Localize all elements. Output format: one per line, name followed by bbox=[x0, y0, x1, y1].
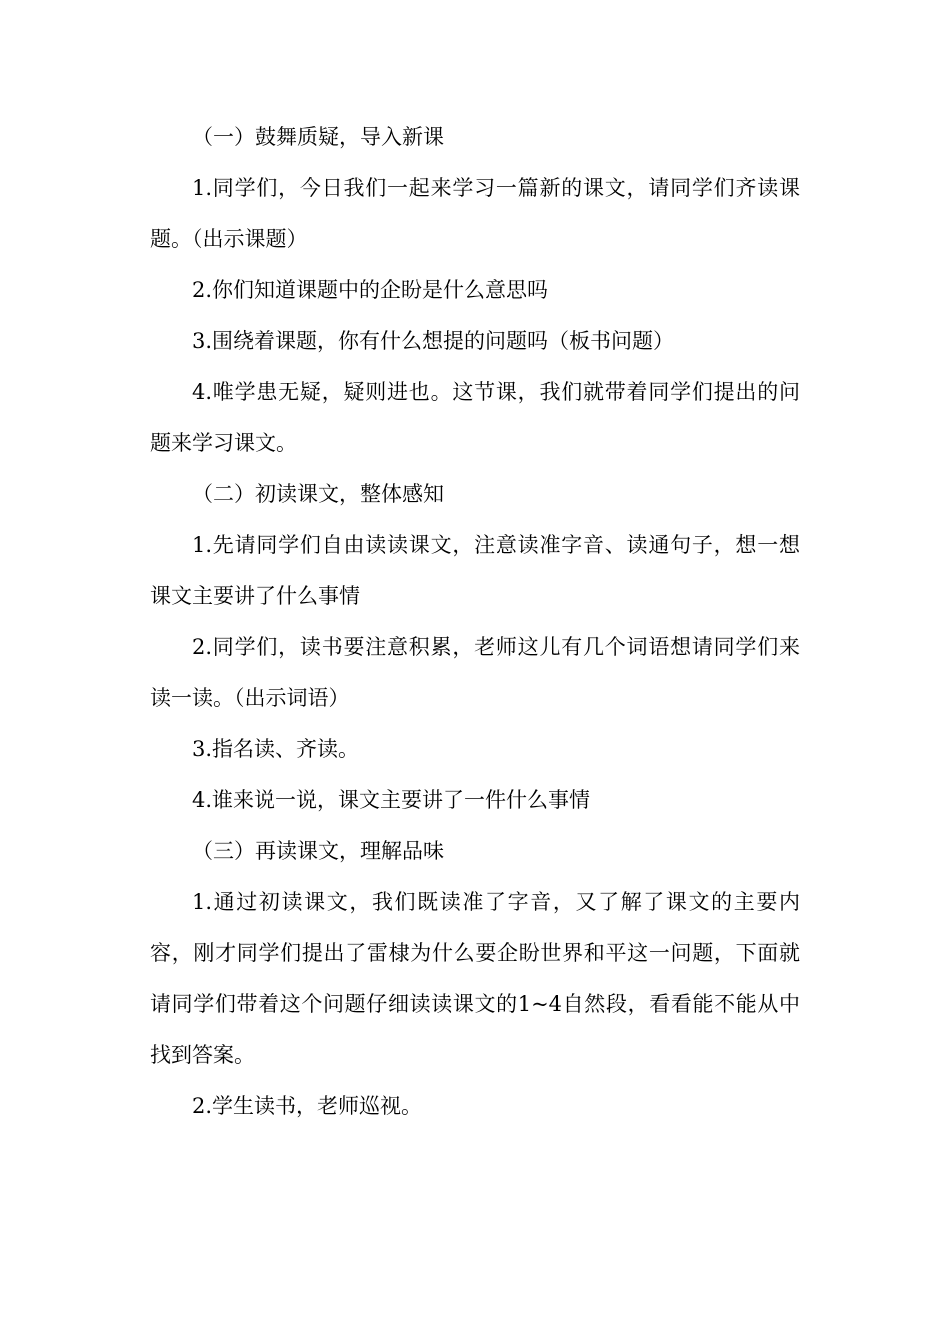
paragraph: 2.同学们，读书要注意积累，老师这儿有几个词语想请同学们来读一读。（出示词语） bbox=[150, 635, 800, 710]
paragraph: 4.谁来说一说，课文主要讲了一件什么事情 bbox=[192, 788, 591, 812]
paragraph: 2.你们知道课题中的企盼是什么意思吗 bbox=[192, 278, 549, 302]
section-heading-1: （一）鼓舞质疑，导入新课 bbox=[192, 125, 444, 149]
paragraph: 3.围绕着课题，你有什么想提的问题吗（板书问题） bbox=[192, 329, 675, 353]
paragraph: 3.指名读、齐读。 bbox=[192, 737, 360, 761]
paragraph: 1.通过初读课文，我们既读准了字音，又了解了课文的主要内容，刚才同学们提出了雷棣为什么要企盼世界和平这一问题，下面就请同学们带着这个问题仔细读读课文的1~4自然段，看看能不能从中找到答案。 bbox=[150, 890, 800, 1067]
section-heading-3: （三）再读课文，理解品味 bbox=[192, 839, 444, 863]
section-heading-2: （二）初读课文，整体感知 bbox=[192, 482, 444, 506]
paragraph: 4.唯学患无疑，疑则进也。这节课，我们就带着同学们提出的问题来学习课文。 bbox=[150, 380, 800, 455]
paragraph: 1.同学们，今日我们一起来学习一篇新的课文，请同学们齐读课题。（出示课题） bbox=[150, 176, 800, 251]
paragraph: 2.学生读书，老师巡视。 bbox=[192, 1094, 423, 1118]
paragraph: 1.先请同学们自由读读课文，注意读准字音、读通句子，想一想课文主要讲了什么事情 bbox=[150, 533, 800, 608]
document-body bbox=[150, 112, 800, 1132]
